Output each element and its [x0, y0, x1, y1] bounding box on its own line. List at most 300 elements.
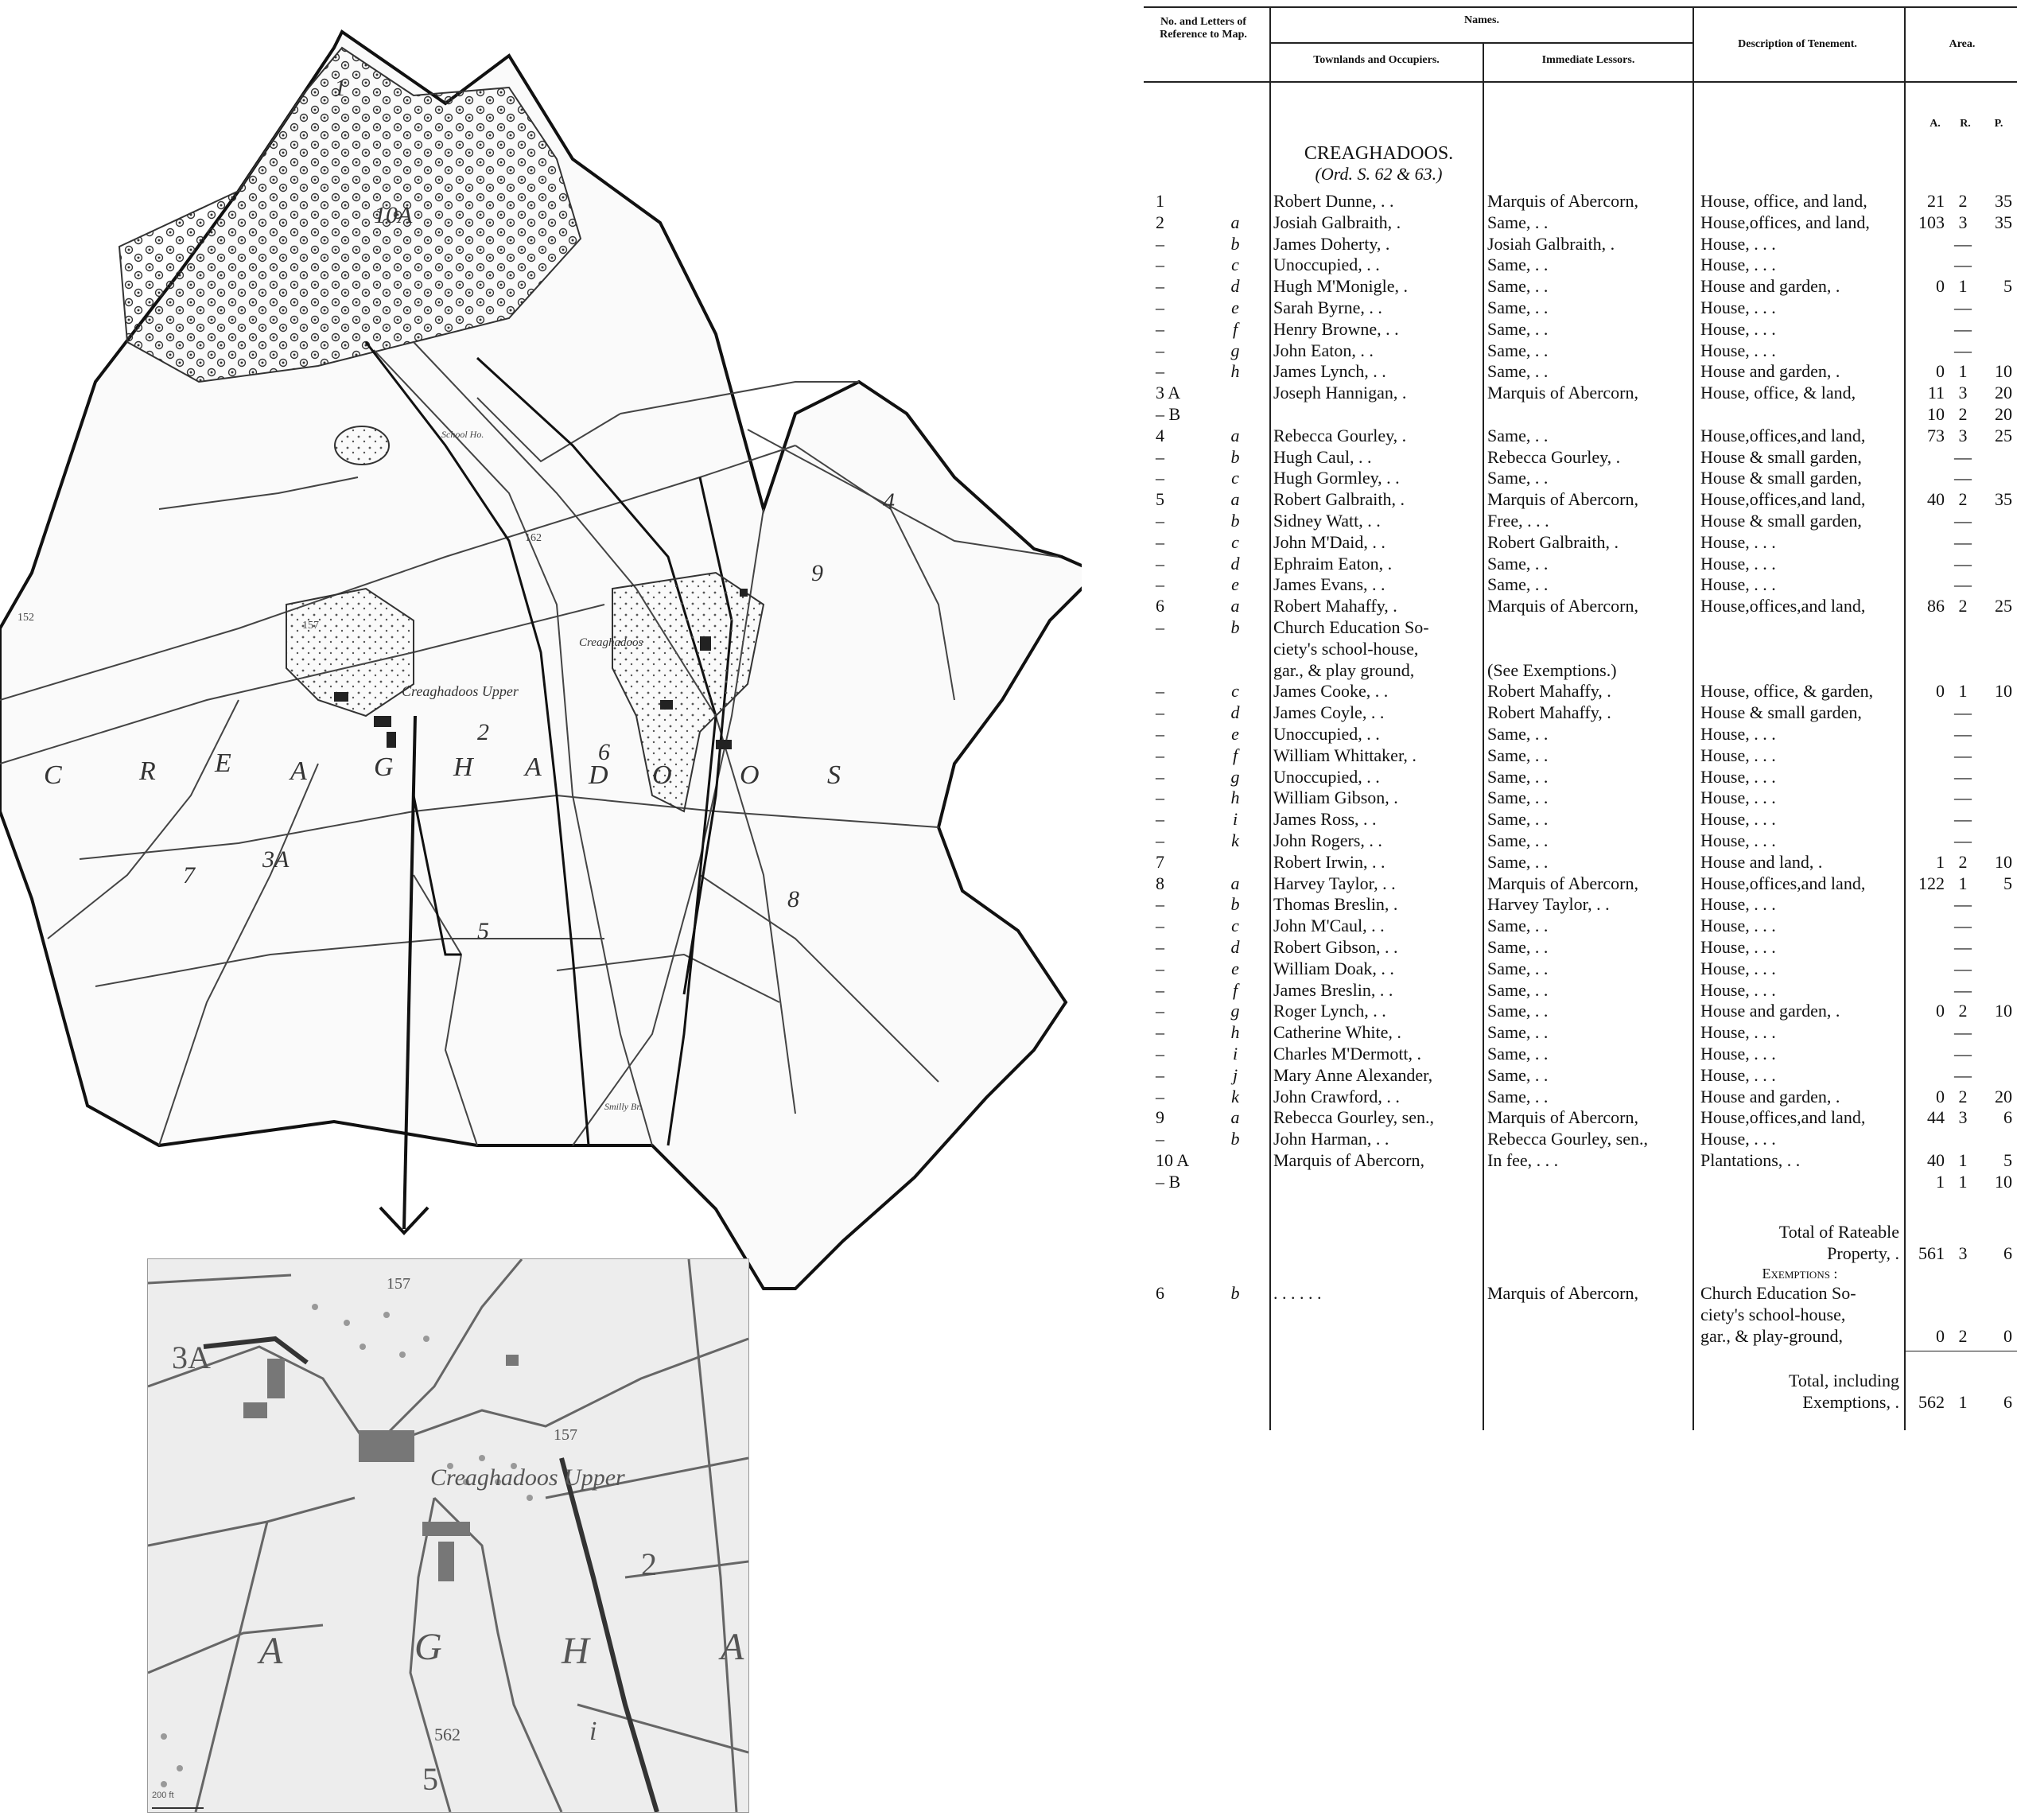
row-lessor: Same, . . [1487, 574, 1549, 595]
total-rateable-row [1144, 1222, 2017, 1243]
plot-number: 1 [334, 75, 346, 101]
row-letter: c [1231, 255, 1239, 275]
row-lessor: Same, . . [1487, 425, 1549, 445]
total-including-label-1: Total, including [1789, 1371, 1899, 1390]
row-roods: 2 [1958, 1086, 1968, 1106]
row-letter: e [1231, 574, 1239, 595]
row-ref: – [1156, 468, 1164, 488]
row-occupier: William Doak, . . [1273, 958, 1394, 978]
row-occupier: Catherine White, . [1273, 1022, 1401, 1043]
row-roods: — [1954, 788, 1972, 808]
total-including-row [1144, 1371, 2017, 1392]
row-acres: 86 [1927, 596, 1945, 616]
header-lessors: Immediate Lessors. [1541, 54, 1635, 66]
row-acres: 0 [1936, 681, 1945, 702]
header-names: Names. [1464, 14, 1499, 26]
table-row [1144, 745, 2017, 767]
table-row [1144, 894, 2017, 916]
row-ref: – [1156, 1064, 1164, 1085]
townland-ord: (Ord. S. 62 & 63.) [1315, 164, 1443, 184]
table-row [1144, 702, 2017, 724]
table-row [1144, 1022, 2017, 1044]
table-row [1144, 426, 2017, 447]
row-lessor: Harvey Taylor, . . [1487, 894, 1610, 915]
row-letter: f [1232, 318, 1238, 339]
plot-number: 3A [262, 846, 290, 873]
row-letter: c [1231, 916, 1239, 936]
row-roods: 2 [1958, 489, 1968, 510]
row-acres: 10 [1927, 404, 1945, 424]
header-area-a: A. [1930, 118, 1941, 130]
row-occupier: Unoccupied, . . [1273, 766, 1380, 787]
row-ref: – [1156, 830, 1164, 850]
row-lessor: Robert Mahaffy, . [1487, 702, 1611, 723]
map-letter: R [139, 756, 156, 786]
table-row [1144, 617, 2017, 639]
table-row [1144, 809, 2017, 830]
row-letter: d [1230, 937, 1240, 957]
row-lessor: Marquis of Abercorn, [1487, 191, 1639, 211]
row-description: House, . . . [1700, 318, 1776, 339]
row-ref: – [1156, 553, 1164, 574]
exemption-ref: 6 [1156, 1283, 1164, 1303]
exemption-p: 0 [2003, 1326, 2012, 1346]
row-perches: 20 [1995, 383, 2012, 403]
row-lessor: Free, . . . [1487, 511, 1549, 531]
row-occupier: Robert Mahaffy, . [1273, 596, 1397, 616]
table-row [1144, 980, 2017, 1001]
table-row [1144, 234, 2017, 255]
map-letter: E [215, 749, 231, 778]
row-lessor: Same, . . [1487, 276, 1549, 297]
row-lessor: Same, . . [1487, 979, 1549, 1000]
total-including-row-2 [1144, 1392, 2017, 1414]
row-occupier: Joseph Hannigan, . [1273, 383, 1407, 403]
row-description: House, office, & garden, [1700, 681, 1874, 702]
plot-number: 10A [374, 202, 413, 228]
row-description: House, . . . [1700, 233, 1776, 254]
row-occupier: James Doherty, . [1273, 233, 1390, 254]
table-row [1144, 767, 2017, 788]
exemption-letter: b [1230, 1283, 1240, 1303]
row-acres: 122 [1918, 873, 1945, 893]
row-description: House and garden, . [1700, 361, 1840, 382]
row-roods: — [1954, 255, 1972, 275]
total-rateable-label-1: Total of Rateable [1778, 1222, 1899, 1242]
row-occupier: Unoccupied, . . [1273, 724, 1380, 744]
row-letter: k [1231, 830, 1239, 850]
row-letter: a [1230, 489, 1240, 510]
row-ref: – [1156, 809, 1164, 830]
row-ref: – [1156, 958, 1164, 978]
row-acres: 0 [1936, 1001, 1945, 1021]
total-including-p: 6 [2003, 1392, 2012, 1412]
row-letter: a [1230, 212, 1240, 232]
row-letter: g [1230, 340, 1240, 360]
row-ref: – [1156, 916, 1164, 936]
header-occupiers: Townlands and Occupiers. [1313, 54, 1440, 66]
row-roods: — [1954, 979, 1972, 1000]
row-ref: – [1156, 233, 1164, 254]
table-row [1144, 361, 2017, 383]
row-letter: e [1231, 958, 1239, 978]
table-row [1144, 447, 2017, 469]
table-row [1144, 1129, 2017, 1150]
map-letter: A [290, 756, 307, 786]
row-occupier: Roger Lynch, . . [1273, 1001, 1386, 1021]
row-ref: – [1156, 361, 1164, 382]
row-letter: h [1230, 1022, 1240, 1043]
exemption-desc-3: gar., & play-ground, [1700, 1326, 1844, 1346]
row-description: House and garden, . [1700, 1001, 1840, 1021]
row-letter: b [1230, 1129, 1240, 1149]
rule [1144, 81, 2017, 83]
table-row [1144, 276, 2017, 298]
row-occupier: William Gibson, . [1273, 788, 1398, 808]
row-description: House, . . . [1700, 958, 1776, 978]
spot-height: 152 [17, 612, 34, 624]
row-letter: h [1230, 788, 1240, 808]
row-ref: – [1156, 1129, 1164, 1149]
row-lessor: Same, . . [1487, 1044, 1549, 1064]
row-description: Plantations, . . [1700, 1150, 1801, 1170]
row-lessor: Same, . . [1487, 1086, 1549, 1106]
header-area-r: R. [1960, 118, 1971, 130]
row-occupier: Sarah Byrne, . . [1273, 298, 1382, 317]
row-perches: 10 [1995, 1001, 2012, 1021]
row-description: House, . . . [1700, 553, 1776, 574]
row-description: House, . . . [1700, 979, 1776, 1000]
row-lessor: Same, . . [1487, 724, 1549, 744]
map-place-name: Creaghadoos Upper [402, 683, 519, 699]
table-row [1144, 489, 2017, 511]
table-row [1144, 681, 2017, 702]
row-roods: — [1954, 318, 1972, 339]
row-roods: — [1954, 446, 1972, 467]
row-perches: 10 [1995, 361, 2012, 382]
row-ref: – [1156, 531, 1164, 552]
total-including-label-2: Exemptions, . [1802, 1392, 1899, 1412]
map-letter: O [740, 760, 760, 790]
row-description: House, . . . [1700, 1044, 1776, 1064]
table-row [1144, 383, 2017, 404]
row-ref: – [1156, 276, 1164, 297]
row-perches: 20 [1995, 1086, 2012, 1106]
exemption-row [1144, 1283, 2017, 1305]
table-row [1144, 1172, 2017, 1193]
row-lessor: Same, . . [1487, 916, 1549, 936]
row-occupier: James Evans, . . [1273, 574, 1385, 595]
row-lessor: Marquis of Abercorn, [1487, 1107, 1639, 1128]
row-roods: — [1954, 1064, 1972, 1085]
row-ref: 8 [1156, 873, 1164, 893]
row-ref: – [1156, 702, 1164, 723]
row-occupier: James Ross, . . [1273, 809, 1377, 830]
row-perches: 20 [1995, 404, 2012, 424]
table-row [1144, 959, 2017, 980]
inset-plot-5: 5 [422, 1761, 438, 1797]
map-letter: G [374, 752, 394, 782]
table-row [1144, 404, 2017, 426]
row-lessor: Same, . . [1487, 830, 1549, 850]
row-description: House and land, . [1700, 851, 1823, 872]
row-description: House & small garden, [1700, 446, 1862, 467]
row-perches: 35 [1995, 212, 2012, 232]
row-roods: 3 [1958, 212, 1968, 232]
row-perches: 10 [1995, 681, 2012, 702]
row-description: House, . . . [1700, 298, 1776, 317]
inset-place-name: Creaghadoos Upper [430, 1464, 625, 1491]
row-roods: 3 [1958, 425, 1968, 445]
inset-plot-2: 2 [641, 1546, 657, 1582]
plot-number: 6 [598, 739, 610, 765]
row-letter: a [1230, 873, 1240, 893]
row-roods: — [1954, 1044, 1972, 1064]
table-row [1144, 1001, 2017, 1022]
row-roods: — [1954, 937, 1972, 957]
table-row [1144, 212, 2017, 234]
total-rateable-row-2 [1144, 1243, 2017, 1265]
row-roods: 1 [1958, 1171, 1968, 1192]
row-description: House & small garden, [1700, 702, 1862, 723]
row-perches: 5 [2003, 1150, 2012, 1170]
table-row [1144, 873, 2017, 895]
row-description: House, . . . [1700, 1022, 1776, 1043]
row-occupier: gar., & play ground, [1273, 659, 1415, 680]
table-row [1144, 852, 2017, 873]
row-acres: 0 [1936, 1086, 1945, 1106]
row-occupier: Church Education So- [1273, 617, 1429, 637]
table-row [1144, 319, 2017, 340]
plot-number: 5 [477, 918, 489, 944]
row-ref: – [1156, 574, 1164, 595]
plot-number: 2 [477, 719, 489, 745]
row-lessor: Same, . . [1487, 298, 1549, 317]
table-row [1144, 596, 2017, 617]
row-lessor: Same, . . [1487, 361, 1549, 382]
row-roods: 2 [1958, 851, 1968, 872]
row-letter: b [1230, 233, 1240, 254]
row-ref: – [1156, 617, 1164, 637]
row-lessor: Marquis of Abercorn, [1487, 489, 1639, 510]
row-letter: j [1232, 1064, 1238, 1085]
row-letter: k [1231, 1086, 1239, 1106]
inset-spot-height: 157 [387, 1275, 410, 1293]
row-letter: c [1231, 681, 1239, 702]
row-letter: i [1232, 809, 1238, 830]
row-acres: 40 [1927, 1150, 1945, 1170]
row-ref: 5 [1156, 489, 1164, 510]
plot-number: 4 [883, 488, 895, 515]
exemption-a: 0 [1936, 1326, 1945, 1346]
total-rateable-label-2: Property, . [1827, 1243, 1899, 1263]
table-row [1144, 574, 2017, 596]
row-roods: 1 [1958, 361, 1968, 382]
plot-number: 9 [811, 560, 823, 586]
row-letter: f [1232, 979, 1238, 1000]
table-row [1144, 1087, 2017, 1108]
row-occupier: John Eaton, . . [1273, 340, 1374, 360]
row-description: House and garden, . [1700, 1086, 1840, 1106]
row-occupier: Hugh Gormley, . . [1273, 468, 1400, 488]
row-ref: – [1156, 1086, 1164, 1106]
map-letter: A [525, 752, 542, 782]
row-description: House, office, and land, [1700, 191, 1867, 211]
row-ref: 1 [1156, 191, 1164, 211]
row-lessor: Marquis of Abercorn, [1487, 873, 1639, 893]
row-description: House and garden, . [1700, 276, 1840, 297]
row-occupier: William Whittaker, . [1273, 745, 1417, 765]
row-ref: – [1156, 340, 1164, 360]
map-letter: C [44, 760, 62, 790]
row-roods: 2 [1958, 404, 1968, 424]
row-occupier: Robert Irwin, . . [1273, 851, 1385, 872]
header-area: Area. [1949, 38, 1976, 50]
row-lessor: Same, . . [1487, 958, 1549, 978]
row-lessor: Rebecca Gourley, sen., [1487, 1129, 1648, 1149]
row-acres: 103 [1918, 212, 1945, 232]
row-perches: 35 [1995, 191, 2012, 211]
table-row [1144, 639, 2017, 660]
row-lessor: Same, . . [1487, 553, 1549, 574]
row-acres: 0 [1936, 361, 1945, 382]
row-occupier: Hugh Caul, . . [1273, 446, 1372, 467]
row-occupier: John Crawford, . . [1273, 1086, 1400, 1106]
row-perches: 25 [1995, 596, 2012, 616]
quarry-pond [335, 426, 389, 465]
row-occupier: James Lynch, . . [1273, 361, 1386, 382]
row-letter: f [1232, 745, 1238, 765]
inset-spot-height: 157 [554, 1426, 577, 1444]
row-letter: b [1230, 446, 1240, 467]
row-roods: — [1954, 745, 1972, 765]
table-row [1144, 724, 2017, 745]
row-ref: 10 A [1156, 1150, 1190, 1170]
map-letter: H [453, 752, 473, 782]
row-ref: – [1156, 318, 1164, 339]
total-including-r: 1 [1958, 1392, 1968, 1412]
row-description: House, . . . [1700, 724, 1776, 744]
row-roods: — [1954, 916, 1972, 936]
table-row [1144, 1107, 2017, 1129]
total-rateable-r: 3 [1958, 1243, 1968, 1263]
row-occupier: James Breslin, . . [1273, 979, 1393, 1000]
row-acres: 1 [1936, 1171, 1945, 1192]
row-ref: – [1156, 511, 1164, 531]
row-roods: — [1954, 468, 1972, 488]
table-row [1144, 1065, 2017, 1087]
table-row [1144, 1150, 2017, 1172]
row-ref: – [1156, 446, 1164, 467]
table-row [1144, 468, 2017, 489]
row-occupier: Robert Gibson, . . [1273, 937, 1398, 957]
row-letter: e [1231, 298, 1239, 317]
row-roods: 2 [1958, 596, 1968, 616]
header-area-p: P. [1994, 118, 2003, 130]
exemption-occupier: . . . . . . [1273, 1283, 1322, 1303]
row-roods: — [1954, 553, 1972, 574]
row-occupier: John Harman, . . [1273, 1129, 1389, 1149]
row-letter: h [1230, 361, 1240, 382]
total-including-a: 562 [1918, 1392, 1945, 1412]
row-letter: a [1230, 425, 1240, 445]
row-ref: – [1156, 788, 1164, 808]
exemption-row-3 [1144, 1326, 2017, 1348]
row-description: House,offices,and land, [1700, 596, 1866, 616]
row-ref: 7 [1156, 851, 1164, 872]
table-row [1144, 255, 2017, 276]
row-roods: — [1954, 531, 1972, 552]
row-lessor: Same, . . [1487, 212, 1549, 232]
row-description: House, . . . [1700, 916, 1776, 936]
row-occupier: Marquis of Abercorn, [1273, 1150, 1425, 1170]
row-roods: 2 [1958, 191, 1968, 211]
row-lessor: Same, . . [1487, 468, 1549, 488]
row-occupier: John M'Daid, . . [1273, 531, 1385, 552]
table-row [1144, 660, 2017, 682]
row-lessor: Same, . . [1487, 1064, 1549, 1085]
row-lessor: Marquis of Abercorn, [1487, 383, 1639, 403]
row-roods: — [1954, 233, 1972, 254]
row-acres: 40 [1927, 489, 1945, 510]
row-lessor: Same, . . [1487, 745, 1549, 765]
map-letter: D [589, 760, 608, 790]
row-ref: – [1156, 766, 1164, 787]
row-lessor: Same, . . [1487, 937, 1549, 957]
row-ref: – [1156, 1022, 1164, 1043]
row-description: House, . . . [1700, 830, 1776, 850]
table-row [1144, 554, 2017, 575]
row-occupier: Josiah Galbraith, . [1273, 212, 1401, 232]
row-perches: 10 [1995, 851, 2012, 872]
row-description: House, . . . [1700, 531, 1776, 552]
row-ref: – [1156, 724, 1164, 744]
row-occupier: Charles M'Dermott, . [1273, 1044, 1422, 1064]
row-acres: 21 [1927, 191, 1945, 211]
row-roods: 1 [1958, 681, 1968, 702]
row-description: House, . . . [1700, 1064, 1776, 1085]
row-roods: — [1954, 1022, 1972, 1043]
row-ref: 9 [1156, 1107, 1164, 1128]
row-occupier: Sidney Watt, . . [1273, 511, 1381, 531]
inset-plot-3a: 3A [172, 1340, 211, 1375]
row-roods: — [1954, 340, 1972, 360]
row-description: House, . . . [1700, 788, 1776, 808]
spot-height: 162 [525, 532, 542, 544]
row-ref: – [1156, 745, 1164, 765]
row-roods: 1 [1958, 1150, 1968, 1170]
inset-spot-height: 562 [434, 1725, 461, 1744]
table-row [1144, 830, 2017, 852]
valuation-table [1144, 6, 2017, 1430]
row-roods: — [1954, 298, 1972, 317]
row-roods: — [1954, 511, 1972, 531]
row-description: House, office, & land, [1700, 383, 1856, 403]
row-lessor: Same, . . [1487, 318, 1549, 339]
row-perches: 5 [2003, 276, 2012, 297]
map-letter: O [652, 760, 672, 790]
row-acres: 73 [1927, 425, 1945, 445]
row-occupier: Henry Browne, . . [1273, 318, 1399, 339]
table-row [1144, 511, 2017, 532]
row-description: House, . . . [1700, 574, 1776, 595]
row-roods: — [1954, 766, 1972, 787]
row-description: House, . . . [1700, 745, 1776, 765]
row-lessor: (See Exemptions.) [1487, 659, 1617, 680]
rule [1144, 6, 2017, 8]
row-acres: 0 [1936, 276, 1945, 297]
map-mark: School Ho. [441, 429, 484, 440]
